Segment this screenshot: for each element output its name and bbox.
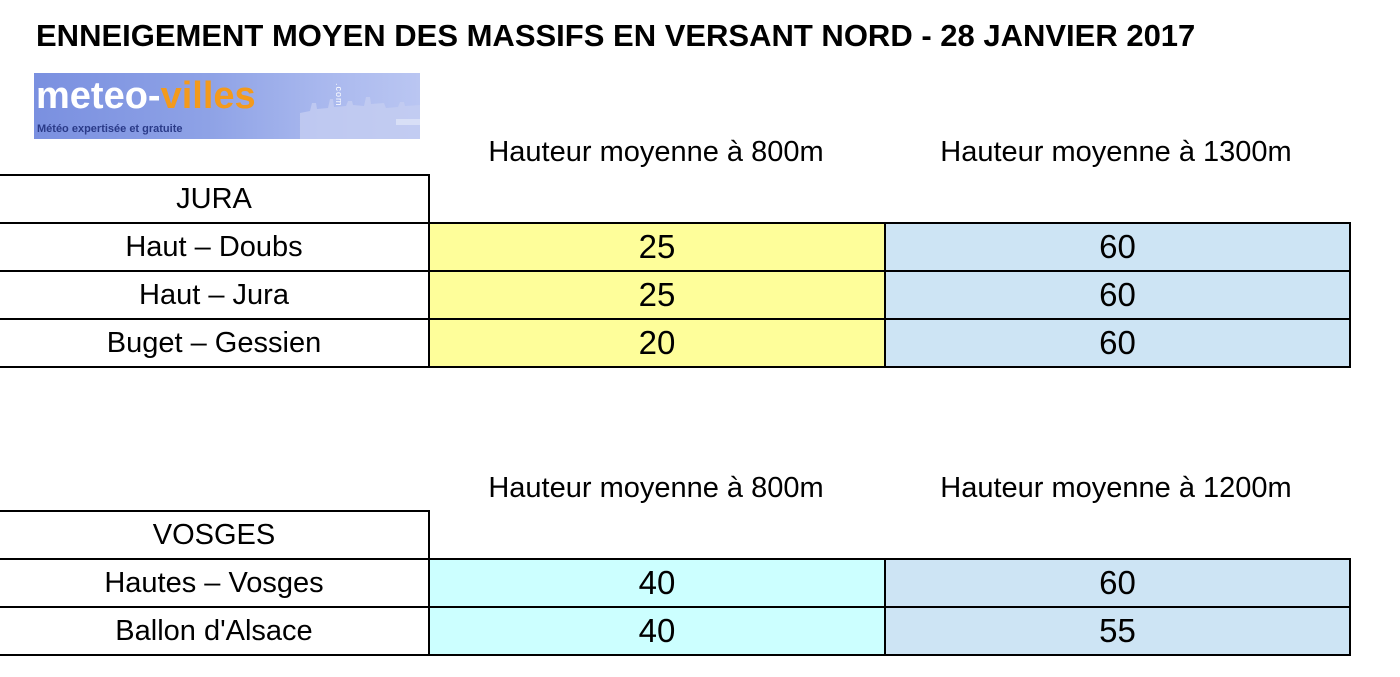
logo-suffix: .com: [334, 83, 344, 107]
value-1300m: 60: [884, 270, 1351, 320]
jura-header-800m: Hauteur moyenne à 800m: [488, 136, 824, 168]
massif-label-jura: JURA: [0, 174, 430, 224]
row-name: Hautes – Vosges: [0, 558, 430, 608]
meteo-villes-logo[interactable]: [34, 73, 420, 139]
page-title: ENNEIGEMENT MOYEN DES MASSIFS EN VERSANT NORD - 28 JANVIER 2017: [36, 18, 1196, 53]
value-800m: 40: [428, 606, 886, 656]
value-800m: 40: [428, 558, 886, 608]
row-name: Haut – Jura: [0, 270, 430, 320]
logo-word-villes: villes: [160, 75, 256, 117]
logo-wordmark: [36, 73, 256, 119]
value-800m: 20: [428, 318, 886, 368]
row-name: Haut – Doubs: [0, 222, 430, 272]
row-name: Ballon d'Alsace: [0, 606, 430, 656]
value-800m: 25: [428, 270, 886, 320]
massif-label-vosges: VOSGES: [0, 510, 430, 560]
city-skyline-icon: [300, 73, 420, 139]
value-1200m: 55: [884, 606, 1351, 656]
value-1200m: 60: [884, 558, 1351, 608]
vosges-header-800m: Hauteur moyenne à 800m: [488, 472, 824, 504]
vosges-header-1200m: Hauteur moyenne à 1200m: [940, 472, 1292, 504]
value-1300m: 60: [884, 222, 1351, 272]
logo-word-meteo: meteo-: [36, 75, 161, 117]
jura-header-1300m: Hauteur moyenne à 1300m: [940, 136, 1292, 168]
row-name: Buget – Gessien: [0, 318, 430, 368]
logo-tagline: Météo expertisée et gratuite: [37, 123, 183, 135]
value-800m: 25: [428, 222, 886, 272]
value-1300m: 60: [884, 318, 1351, 368]
